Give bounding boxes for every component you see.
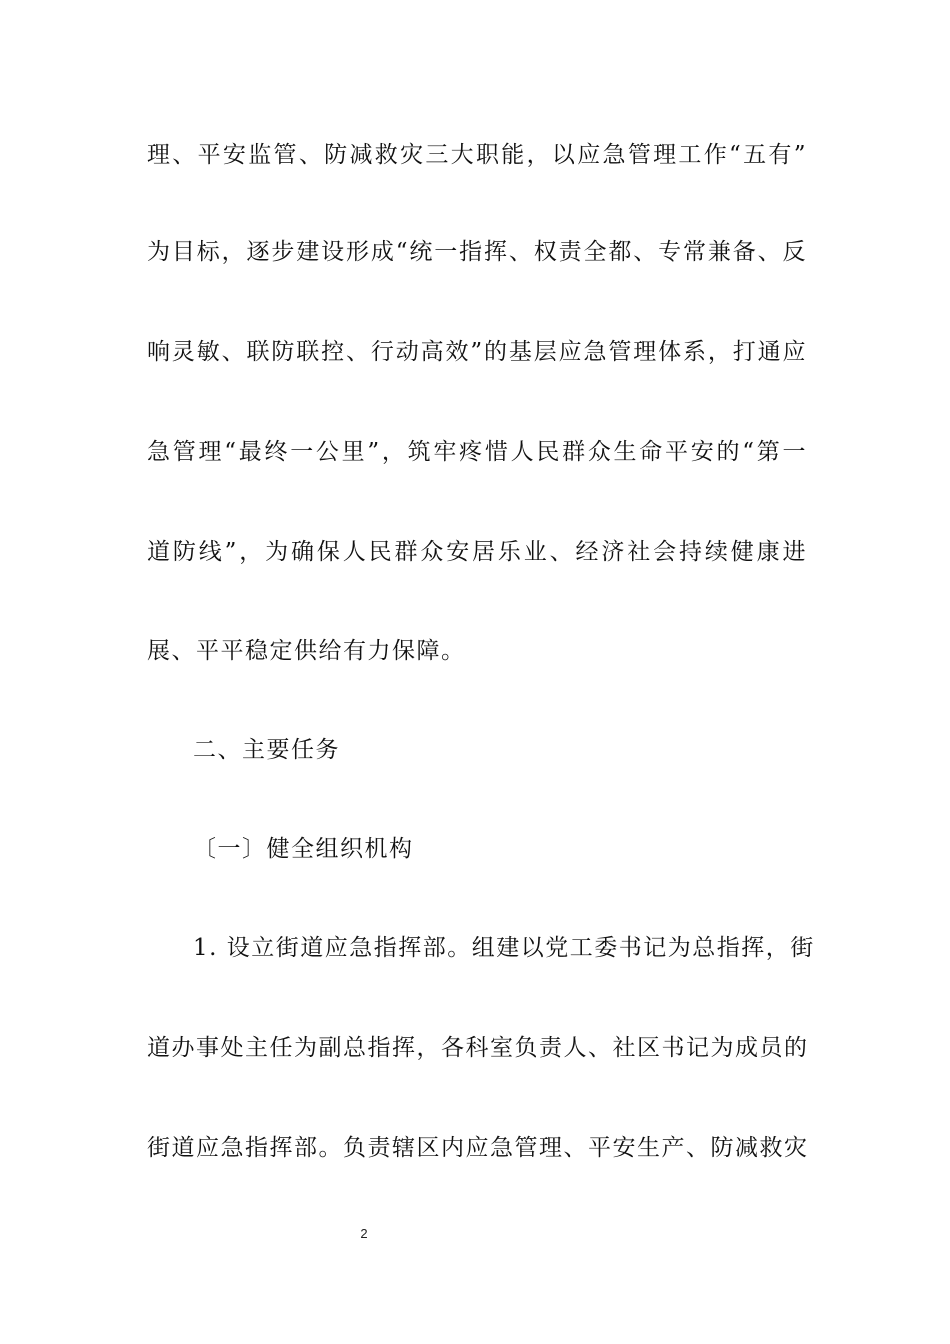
section-heading: 二、主要任务: [193, 737, 340, 763]
paragraph-line: 为目标，逐步建设形成“统一指挥、权责全都、专常兼备、反: [147, 239, 807, 265]
paragraph-line: 理、平安监管、防减救灾三大职能，以应急管理工作“五有”: [147, 142, 807, 168]
paragraph-line: 展、平平稳定供给有力保障。: [147, 638, 466, 664]
paragraph-line: 响灵敏、联防联控、行动高效”的基层应急管理体系，打通应: [147, 339, 807, 365]
paragraph-line: 道办事处主任为副总指挥，各科室负责人、社区书记为成员的: [147, 1035, 809, 1061]
paragraph-line: 道防线”，为确保人民群众安居乐业、经济社会持续健康进: [147, 539, 807, 565]
paragraph-line: 街道应急指挥部。负责辖区内应急管理、平安生产、防减救灾: [147, 1135, 809, 1161]
paragraph-line: 1. 设立街道应急指挥部。组建以党工委书记为总指挥，街: [193, 935, 815, 961]
page-number: 2: [360, 1226, 368, 1241]
paragraph-line: 急管理“最终一公里”，筑牢疼惜人民群众生命平安的“第一: [147, 439, 807, 465]
subsection-heading: 〔一〕健全组织机构: [193, 836, 414, 862]
